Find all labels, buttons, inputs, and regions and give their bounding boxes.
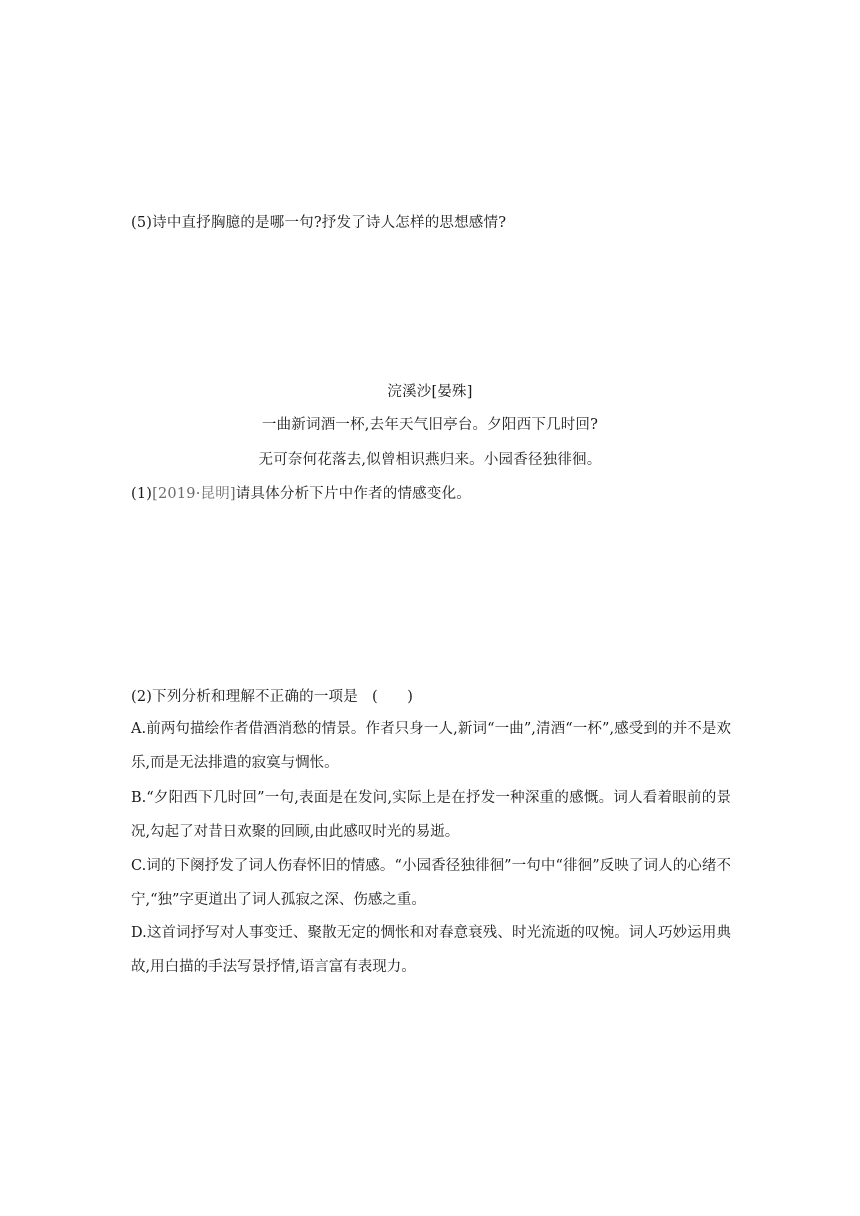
option-a: A.前两句描绘作者借酒消愁的情景。作者只身一人,新词“一曲”,清酒“一杯”,感受到的并不是欢乐,而是无法排遣的寂寞与惆怅。 — [131, 721, 731, 771]
question-1-text: 请具体分析下片中作者的情感变化。 — [235, 486, 471, 502]
answer-bracket: ( ) — [371, 689, 414, 705]
question-2-text: (2)下列分析和理解不正确的一项是 — [131, 689, 358, 705]
option-c: C.词的下阕抒发了词人伤春怀旧的情感。“小园香径独徘徊”一句中“徘徊”反映了词人的心绪不宁,“独”字更道出了词人孤寂之深、伤感之重。 — [131, 858, 731, 908]
poem-line-2: 无可奈何花落去,似曾相识燕归来。小园香径独徘徊。 — [258, 452, 602, 468]
option-d: D.这首词抒写对人事变迁、聚散无定的惆怅和对春意衰残、时光流逝的叹惋。词人巧妙运用典故,用白描的手法写景抒情,语言富有表现力。 — [131, 925, 731, 975]
question-2-stem — [131, 687, 413, 707]
source-tag: [2019·昆明] — [152, 486, 236, 502]
question-1-number: (1) — [131, 486, 153, 502]
question-1 — [131, 484, 471, 504]
poem-line-1: 一曲新词酒一杯,去年天气旧亭台。夕阳西下几时回? — [261, 417, 599, 433]
poem-title: 浣溪沙[晏殊] — [387, 384, 473, 400]
question-5: (5)诗中直抒胸臆的是哪一句?抒发了诗人怎样的思想感情? — [131, 215, 507, 231]
option-b: B.“夕阳西下几时回”一句,表面是在发问,实际上是在抒发一种深重的感慨。词人看着眼前的景况,勾起了对昔日欢聚的回顾,由此感叹时光的易逝。 — [131, 790, 731, 840]
